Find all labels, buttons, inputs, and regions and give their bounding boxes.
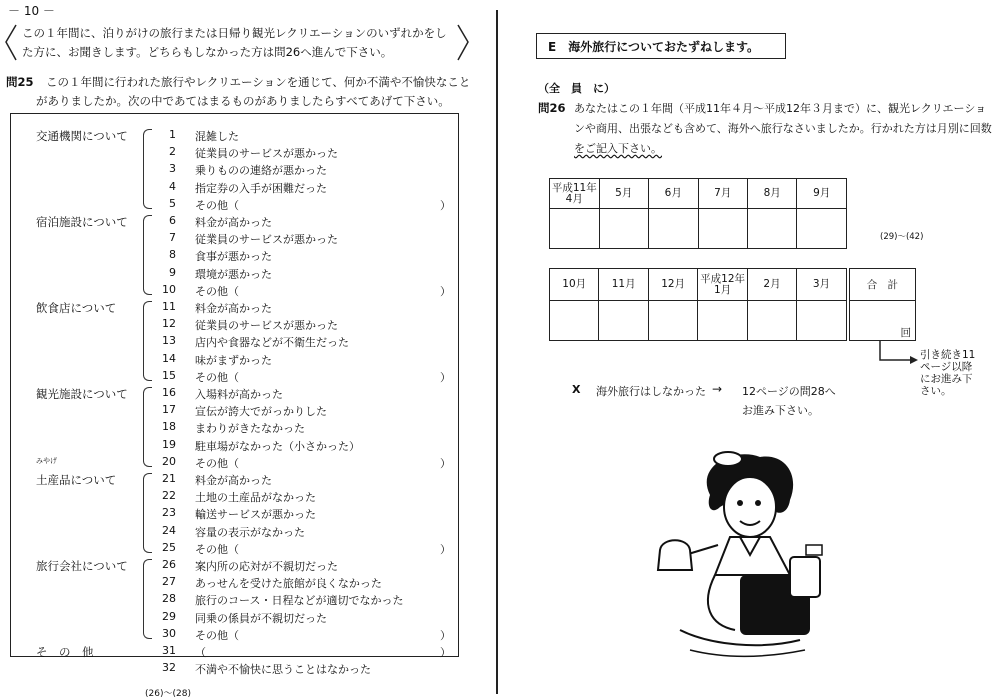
category-brace <box>143 387 152 467</box>
option-number[interactable]: 6 <box>169 214 176 227</box>
option-number[interactable]: 26 <box>162 558 176 571</box>
month-count-cell[interactable] <box>599 209 648 249</box>
option-text: その他（ <box>195 628 239 642</box>
option-number[interactable]: 11 <box>162 300 176 313</box>
month-count-cell[interactable] <box>747 301 796 341</box>
close-paren: ） <box>440 284 451 298</box>
instruction-line-1: この１年間に、泊りがけの旅行または日帰り観光レクリエーションのいずれかをし <box>22 26 447 40</box>
month-count-cell[interactable] <box>599 301 648 341</box>
no-travel-destination-2: お進み下さい。 <box>742 404 819 417</box>
option-number[interactable]: 10 <box>162 282 176 296</box>
month-count-cell[interactable] <box>698 301 747 341</box>
page-number: － 10 － <box>8 4 55 18</box>
month-count-cell[interactable] <box>698 209 747 249</box>
month-table-2 <box>549 268 916 341</box>
option-text: 案内所の応対が不親切だった <box>195 560 338 573</box>
option-text: あっせんを受けた旅館が良くなかった <box>195 577 382 591</box>
option-number[interactable]: 13 <box>162 334 176 348</box>
no-travel-text: 海外旅行はしなかった <box>596 385 706 398</box>
q26-text-2: ンや商用、出張なども含めて、海外へ旅行なさいましたか。行かれた方は月別に回数 <box>574 122 992 135</box>
option-text: 旅行のコース・日程などが適切でなかった <box>195 594 404 608</box>
option-text: 指定券の入手が困難だった <box>195 181 327 195</box>
category-label: そ の 他 <box>36 645 94 659</box>
close-paren: ） <box>440 542 451 556</box>
month-header: 9月 <box>797 179 847 209</box>
option-number[interactable]: 18 <box>162 420 176 434</box>
month-count-cell[interactable] <box>797 301 848 341</box>
close-paren: ） <box>440 370 451 384</box>
option-number[interactable]: 12 <box>162 317 176 331</box>
callout-arrow <box>870 340 920 370</box>
option-number[interactable]: 19 <box>162 437 176 451</box>
option-number[interactable]: 29 <box>162 609 176 623</box>
option-number[interactable]: 4 <box>169 179 176 193</box>
option-number[interactable]: 28 <box>162 592 176 606</box>
option-text: 従業員のサービスが悪かった <box>195 147 338 161</box>
option-number[interactable]: 20 <box>162 454 176 468</box>
option-text: 同乗の係員が不親切だった <box>195 611 327 625</box>
table1-code: (29)～(42) <box>880 232 924 242</box>
option-number[interactable]: 3 <box>169 162 176 176</box>
no-travel-mark: X <box>572 383 581 396</box>
category-brace <box>143 301 152 381</box>
option-text: 乗りものの連絡が悪かった <box>195 164 327 178</box>
month-header: 12月 <box>648 269 697 301</box>
category-label: 観光施設について <box>36 387 128 401</box>
furigana: みやげ <box>36 457 57 465</box>
month-count-cell[interactable] <box>648 301 697 341</box>
option-text: その他（ <box>195 370 239 384</box>
q25-code: (26)～(28) <box>145 689 191 699</box>
section-e-title: E 海外旅行についておたずねします。 <box>548 40 759 54</box>
close-paren: ） <box>440 628 451 642</box>
month-table-1 <box>549 178 847 249</box>
month-count-cell[interactable] <box>649 209 698 249</box>
month-header: 6月 <box>649 179 698 209</box>
close-paren: ） <box>440 198 451 212</box>
category-label: 旅行会社について <box>36 559 128 573</box>
option-number[interactable]: 16 <box>162 386 176 399</box>
option-number[interactable]: 5 <box>169 196 176 210</box>
q25-label: 問25 <box>6 75 34 89</box>
q25-text-1: この１年間に行われた旅行やレクリエーションを通じて、何か不満や不愉快なこと <box>46 75 471 89</box>
option-text: （ <box>195 646 206 659</box>
option-text: 駐車場がなかった（小さかった） <box>195 439 360 453</box>
category-brace <box>143 473 152 553</box>
callout-text: 引き続き11 ページ以降 にお進み下 さい。 <box>920 349 976 397</box>
month-header: 3月 <box>797 269 848 301</box>
option-text: 環境が悪かった <box>195 267 272 281</box>
month-count-cell[interactable] <box>550 209 600 249</box>
month-header: 10月 <box>550 269 599 301</box>
month-header: 8月 <box>747 179 796 209</box>
option-number[interactable]: 1 <box>169 128 176 141</box>
option-text: 土地の土産品がなかった <box>195 491 316 505</box>
option-number[interactable]: 2 <box>169 145 176 159</box>
option-number[interactable]: 23 <box>162 506 176 520</box>
month-count-cell[interactable] <box>747 209 796 249</box>
close-paren: ） <box>440 646 451 659</box>
category-label: 土産品について <box>36 473 117 487</box>
option-number[interactable]: 32 <box>162 661 176 675</box>
option-number[interactable]: 9 <box>169 265 176 279</box>
option-text: 料金が高かった <box>195 474 272 487</box>
option-text: 混雑した <box>195 130 239 143</box>
no-travel-arrow: → <box>712 382 723 396</box>
month-count-cell[interactable] <box>550 301 599 341</box>
category-label: 飲食店について <box>36 301 117 315</box>
close-paren: ） <box>440 456 451 470</box>
option-number[interactable]: 15 <box>162 368 176 382</box>
option-number[interactable]: 7 <box>169 231 176 245</box>
option-number[interactable]: 31 <box>162 644 176 657</box>
month-header: 平成12年 1月 <box>698 269 747 301</box>
q25-text-2: がありましたか。次の中であてはまるものがありましたらすべてあげて下さい。 <box>36 94 450 108</box>
option-text: 従業員のサービスが悪かった <box>195 233 338 247</box>
no-travel-destination: 12ページの問28へ <box>742 385 836 398</box>
option-number[interactable]: 14 <box>162 351 176 365</box>
option-text: その他（ <box>195 456 239 470</box>
q26-text-1: あなたはこの１年間（平成11年４月～平成12年３月まで）に、観光レクリエーショ <box>574 102 987 115</box>
option-number[interactable]: 17 <box>162 403 176 417</box>
month-header: 平成11年 4月 <box>550 179 600 209</box>
option-text: 料金が高かった <box>195 216 272 229</box>
option-text: 不満や不愉快に思うことはなかった <box>195 663 371 677</box>
category-label: 交通機関について <box>36 129 128 143</box>
option-number[interactable]: 27 <box>162 575 176 589</box>
month-header: 2月 <box>747 269 796 301</box>
category-brace <box>143 129 152 209</box>
option-text: 食事が悪かった <box>195 250 272 264</box>
total-cell[interactable]: 回 <box>848 301 916 341</box>
instruction-line-2: た方に、お聞きします。どちらもしなかった方は問26へ進んで下さい。 <box>22 45 393 59</box>
option-number[interactable]: 21 <box>162 472 176 485</box>
category-brace <box>143 215 152 295</box>
option-text: まわりがきたなかった <box>195 422 305 436</box>
option-number[interactable]: 8 <box>169 248 176 262</box>
category-label: 宿泊施設について <box>36 215 128 229</box>
option-number[interactable]: 30 <box>162 626 176 640</box>
month-header: 7月 <box>698 179 747 209</box>
option-number[interactable]: 22 <box>162 489 176 503</box>
option-text: 料金が高かった <box>195 302 272 315</box>
page-divider <box>496 10 498 694</box>
option-number[interactable]: 24 <box>162 523 176 537</box>
option-text: 容量の表示がなかった <box>195 525 305 539</box>
month-header: 5月 <box>599 179 648 209</box>
month-count-cell[interactable] <box>797 209 847 249</box>
option-text: 従業員のサービスが悪かった <box>195 319 338 333</box>
total-header: 合 計 <box>848 269 916 301</box>
q26-text-3: をご記入下さい。 <box>574 142 662 155</box>
option-text: その他（ <box>195 542 239 556</box>
option-text: 入場料が高かった <box>195 388 283 401</box>
category-brace <box>143 559 152 639</box>
option-text: 輸送サービスが悪かった <box>195 508 316 522</box>
q26-label: 問26 <box>538 101 566 115</box>
option-text: その他（ <box>195 284 239 298</box>
audience-label: （全 員 に） <box>538 82 615 95</box>
traveler-illustration <box>640 445 840 680</box>
month-header: 11月 <box>599 269 648 301</box>
option-text: 宣伝が誇大でがっかりした <box>195 405 327 419</box>
option-text: その他（ <box>195 198 239 212</box>
option-number[interactable]: 25 <box>162 540 176 554</box>
option-text: 店内や食器などが不衛生だった <box>195 336 349 350</box>
option-text: 味がまずかった <box>195 353 272 367</box>
